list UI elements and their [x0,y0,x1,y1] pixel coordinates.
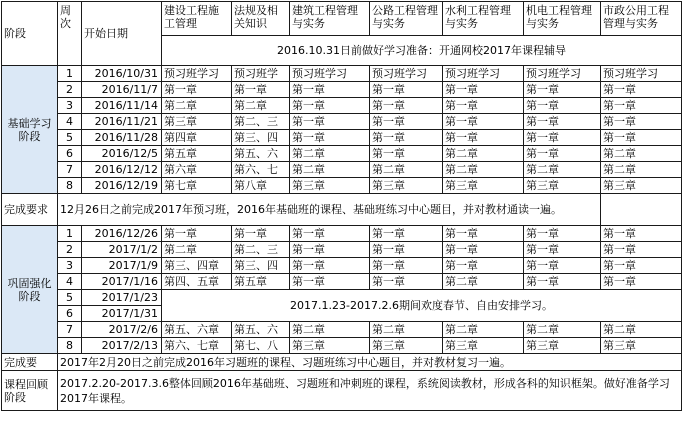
table-row [2,242,682,258]
schedule-cell: 第一章 [524,242,601,258]
schedule-cell: 第一章 [370,114,443,130]
schedule-cell: 预习班学习 [370,66,443,82]
header-subject: 建筑工程管理与实务 [290,2,370,36]
completion-row [2,194,682,226]
schedule-cell: 第三章 [601,338,682,354]
schedule-cell: 第一章 [370,130,443,146]
header-start-date: 开始日期 [82,2,162,66]
empty-cell [601,194,682,226]
schedule-cell: 第一章 [290,274,370,290]
schedule-cell: 第三章 [370,178,443,194]
header-row [2,2,682,36]
schedule-cell: 第一章 [443,226,524,242]
schedule-cell: 第二章 [443,274,524,290]
schedule-cell: 第二、三 [232,242,290,258]
schedule-cell: 第三、四章 [162,258,232,274]
study-schedule-table [1,1,682,411]
schedule-cell: 第一章 [524,226,601,242]
schedule-cell: 第三章 [290,338,370,354]
schedule-cell: 第一章 [290,82,370,98]
schedule-cell: 第二章 [290,162,370,178]
table-row [2,146,682,162]
completion-text: 12月26日之前完成2017年预习班，2016年基础班的课程、基础班练习中心题目，并对教材通读一遍。 [58,194,601,226]
date-cell: 2017/2/13 [82,338,162,354]
schedule-cell: 第三章 [524,178,601,194]
date-cell: 2017/1/9 [82,258,162,274]
schedule-cell: 第一章 [443,114,524,130]
schedule-cell: 第二章 [232,98,290,114]
completion-label: 完成要求 [2,194,58,226]
completion-text: 2017年2月20日之前完成2016年习题班的课程、习题班练习中心题目，并对教材复习一遍。 [58,354,682,371]
schedule-cell: 第七、八 [232,338,290,354]
schedule-cell: 第一章 [524,130,601,146]
week-cell: 3 [58,98,82,114]
schedule-cell: 第六章 [162,162,232,178]
schedule-cell: 第二章 [443,322,524,338]
schedule-cell: 第四章 [162,130,232,146]
schedule-cell: 第一章 [370,226,443,242]
table-row [2,274,682,290]
date-cell: 2016/10/31 [82,66,162,82]
date-cell: 2016/11/28 [82,130,162,146]
schedule-cell: 第一章 [290,242,370,258]
schedule-cell: 第二章 [370,162,443,178]
schedule-cell: 第一章 [232,226,290,242]
schedule-cell: 第二章 [601,162,682,178]
header-subject: 法规及相关知识 [232,2,290,36]
table-row [2,82,682,98]
header-week: 周次 [58,2,82,66]
schedule-cell: 第一章 [601,226,682,242]
schedule-cell: 第二章 [290,322,370,338]
schedule-cell: 第三、四 [232,258,290,274]
review-row [2,371,682,411]
schedule-cell: 第三、四 [232,130,290,146]
schedule-cell: 第五章 [232,274,290,290]
schedule-cell: 第一章 [370,82,443,98]
week-cell: 5 [58,130,82,146]
date-cell: 2016/11/7 [82,82,162,98]
schedule-cell: 第一章 [290,130,370,146]
schedule-cell: 第六、七章 [162,338,232,354]
date-cell: 2016/12/12 [82,162,162,178]
schedule-cell: 第一章 [524,274,601,290]
schedule-cell: 第一章 [370,258,443,274]
schedule-cell: 第三章 [290,178,370,194]
table-row [2,338,682,354]
schedule-cell: 第一章 [524,98,601,114]
date-cell: 2017/2/6 [82,322,162,338]
schedule-cell: 第三章 [162,114,232,130]
review-text: 2017.2.20-2017.3.6整体回顾2016年基础班、习题班和冲刺班的课程，系统阅读教材，形成各科的知识框架。做好准备学习2017年课程。 [58,371,682,411]
schedule-cell: 第一章 [232,82,290,98]
week-cell: 8 [58,178,82,194]
schedule-cell: 第二章 [601,322,682,338]
week-cell: 4 [58,114,82,130]
date-cell: 2017/1/16 [82,274,162,290]
schedule-cell: 第三章 [601,178,682,194]
date-cell: 2017/1/2 [82,242,162,258]
header-stage: 阶段 [2,2,58,66]
header-subject: 公路工程管理与实务 [370,2,443,36]
schedule-cell: 第一章 [443,82,524,98]
schedule-cell: 第五章 [162,146,232,162]
week-cell: 7 [58,162,82,178]
schedule-cell: 第一章 [370,146,443,162]
stage-consolidate: 巩固强化阶段 [2,226,58,354]
table-row [2,322,682,338]
schedule-cell: 第一章 [601,258,682,274]
schedule-cell: 第一章 [524,258,601,274]
schedule-cell: 第一章 [524,146,601,162]
table-row [2,66,682,82]
schedule-cell: 第八章 [232,178,290,194]
schedule-cell: 第一章 [601,82,682,98]
table-row [2,178,682,194]
table-row [2,98,682,114]
header-subject: 建设工程施工管理 [162,2,232,36]
schedule-cell: 预习班学习 [290,66,370,82]
schedule-cell: 第五、六 [232,146,290,162]
week-cell: 6 [58,306,82,322]
schedule-cell: 第六、七 [232,162,290,178]
intro-note: 2016.10.31日前做好学习准备：开通网校2017年课程辅导 [162,36,682,66]
table-row [2,226,682,242]
table-row [2,130,682,146]
week-cell: 5 [58,290,82,306]
schedule-cell: 第三章 [370,338,443,354]
date-cell: 2016/12/26 [82,226,162,242]
week-cell: 2 [58,242,82,258]
schedule-cell: 第三章 [443,178,524,194]
schedule-cell: 第三章 [443,338,524,354]
schedule-cell: 第七章 [162,178,232,194]
table-row [2,290,682,306]
schedule-cell: 第二、三 [232,114,290,130]
schedule-cell: 第一章 [443,98,524,114]
schedule-cell: 第二章 [443,146,524,162]
schedule-cell: 预习班学习 [443,66,524,82]
header-subject: 水利工程管理与实务 [443,2,524,36]
table-row [2,258,682,274]
schedule-cell: 第一章 [601,114,682,130]
completion-label: 完成要 [2,354,58,371]
schedule-cell: 第二章 [443,162,524,178]
week-cell: 8 [58,338,82,354]
week-cell: 1 [58,66,82,82]
date-cell: 2016/11/14 [82,98,162,114]
schedule-cell: 第五、六 [232,322,290,338]
date-cell: 2016/11/21 [82,114,162,130]
header-subject: 市政公用工程管理与实务 [601,2,682,36]
holiday-note: 2017.1.23-2017.2.6期间欢度春节、自由安排学习。 [162,290,682,322]
schedule-cell: 第四、五章 [162,274,232,290]
schedule-cell: 第一章 [162,82,232,98]
week-cell: 7 [58,322,82,338]
week-cell: 4 [58,274,82,290]
schedule-cell: 第一章 [524,82,601,98]
schedule-cell: 第二章 [524,162,601,178]
date-cell: 2016/12/5 [82,146,162,162]
date-cell: 2017/1/23 [82,290,162,306]
schedule-cell: 第一章 [162,226,232,242]
schedule-cell: 第二章 [162,98,232,114]
table-row [2,114,682,130]
schedule-cell: 第一章 [601,130,682,146]
schedule-cell: 第一章 [524,114,601,130]
schedule-cell: 第二章 [290,146,370,162]
schedule-cell: 第三章 [524,338,601,354]
schedule-cell: 预习班学 [232,66,290,82]
date-cell: 2016/12/19 [82,178,162,194]
schedule-cell: 第二章 [162,242,232,258]
schedule-cell: 第五、六章 [162,322,232,338]
schedule-cell: 第二章 [370,322,443,338]
header-subject: 机电工程管理与实务 [524,2,601,36]
schedule-cell: 预习班学习 [601,66,682,82]
schedule-cell: 第一章 [443,130,524,146]
week-cell: 3 [58,258,82,274]
schedule-cell: 预习班学习 [162,66,232,82]
schedule-cell: 第一章 [601,98,682,114]
schedule-cell: 第一章 [290,98,370,114]
schedule-cell: 第一章 [370,242,443,258]
schedule-cell: 第一章 [370,98,443,114]
schedule-cell: 第一章 [443,242,524,258]
schedule-cell: 第一章 [290,226,370,242]
schedule-cell: 第一章 [370,274,443,290]
date-cell: 2017/1/31 [82,306,162,322]
schedule-cell: 第一章 [601,274,682,290]
schedule-cell: 第二章 [524,322,601,338]
completion-row [2,354,682,371]
schedule-cell: 第二章 [601,146,682,162]
stage-basic: 基础学习阶段 [2,66,58,194]
schedule-cell: 第一章 [601,242,682,258]
week-cell: 2 [58,82,82,98]
table-row [2,162,682,178]
review-label: 课程回顾阶段 [2,371,58,411]
schedule-cell: 第一章 [443,258,524,274]
schedule-cell: 第一章 [290,258,370,274]
schedule-cell: 预习班学习 [524,66,601,82]
schedule-cell: 第一章 [290,114,370,130]
week-cell: 1 [58,226,82,242]
week-cell: 6 [58,146,82,162]
